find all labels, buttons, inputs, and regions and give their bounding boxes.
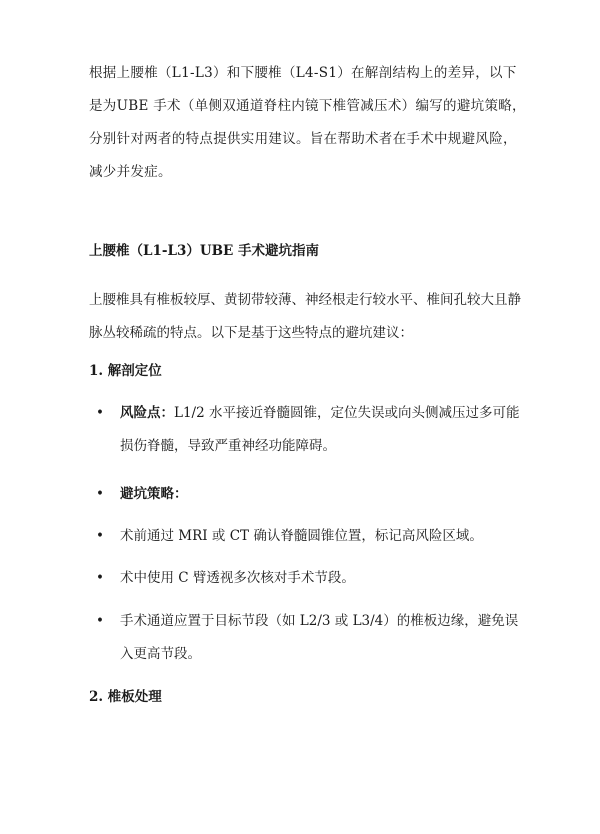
intro-paragraph: 根据上腰椎（L1-L3）和下腰椎（L4-S1）在解剖结构上的差异，以下是为UBE 手术（单侧双通道脊柱内镜下椎管减压术）编写的避坑策略，分别针对两者的特点提供实用建议。旨在帮助术者在手术中规避风险，减少并发症。 <box>89 65 526 180</box>
bullet-strategy <box>96 478 526 511</box>
subheading-anatomical-localization: 1. 解剖定位 <box>89 363 162 379</box>
bullet-item-text: 术中使用 C 臂透视多次核对手术节段。 <box>120 570 355 586</box>
subheading-lamina-handling: 2. 椎板处理 <box>89 689 162 705</box>
bullet-item-channel <box>96 605 526 671</box>
bullet-risk-point <box>96 397 526 463</box>
bullet-dot: • <box>96 613 104 629</box>
bullet-dot: • <box>96 570 104 586</box>
bullet-item-text: 术前通过 MRI 或 CT 确认脊髓圆锥位置，标记高风险区域。 <box>120 528 483 544</box>
bullet-risk-text <box>120 397 526 463</box>
bullet-item-mri <box>96 520 526 553</box>
risk-description: L1/2 水平接近脊髓圆锥，定位失误或向头侧减压过多可能损伤脊髓，导致严重神经功能障碍。 <box>120 405 520 454</box>
bullet-dot: • <box>96 486 104 502</box>
bullet-item-text: 手术通道应置于目标节段（如 L2/3 或 L3/4）的椎板边缘，避免误入更高节段。 <box>120 613 519 662</box>
section-heading: 上腰椎（L1-L3）UBE 手术避坑指南 <box>89 243 320 259</box>
bullet-dot: • <box>96 528 104 544</box>
strategy-label: 避坑策略： <box>120 486 188 502</box>
risk-label: 风险点： <box>120 405 174 421</box>
bullet-item-fluoroscopy <box>96 562 526 595</box>
bullet-dot: • <box>96 405 104 421</box>
section-intro-paragraph: 上腰椎具有椎板较厚、黄韧带较薄、神经根走行较水平、椎间孔较大且静脉丛较稀疏的特点。以下是基于这些特点的避坑建议： <box>89 292 521 341</box>
